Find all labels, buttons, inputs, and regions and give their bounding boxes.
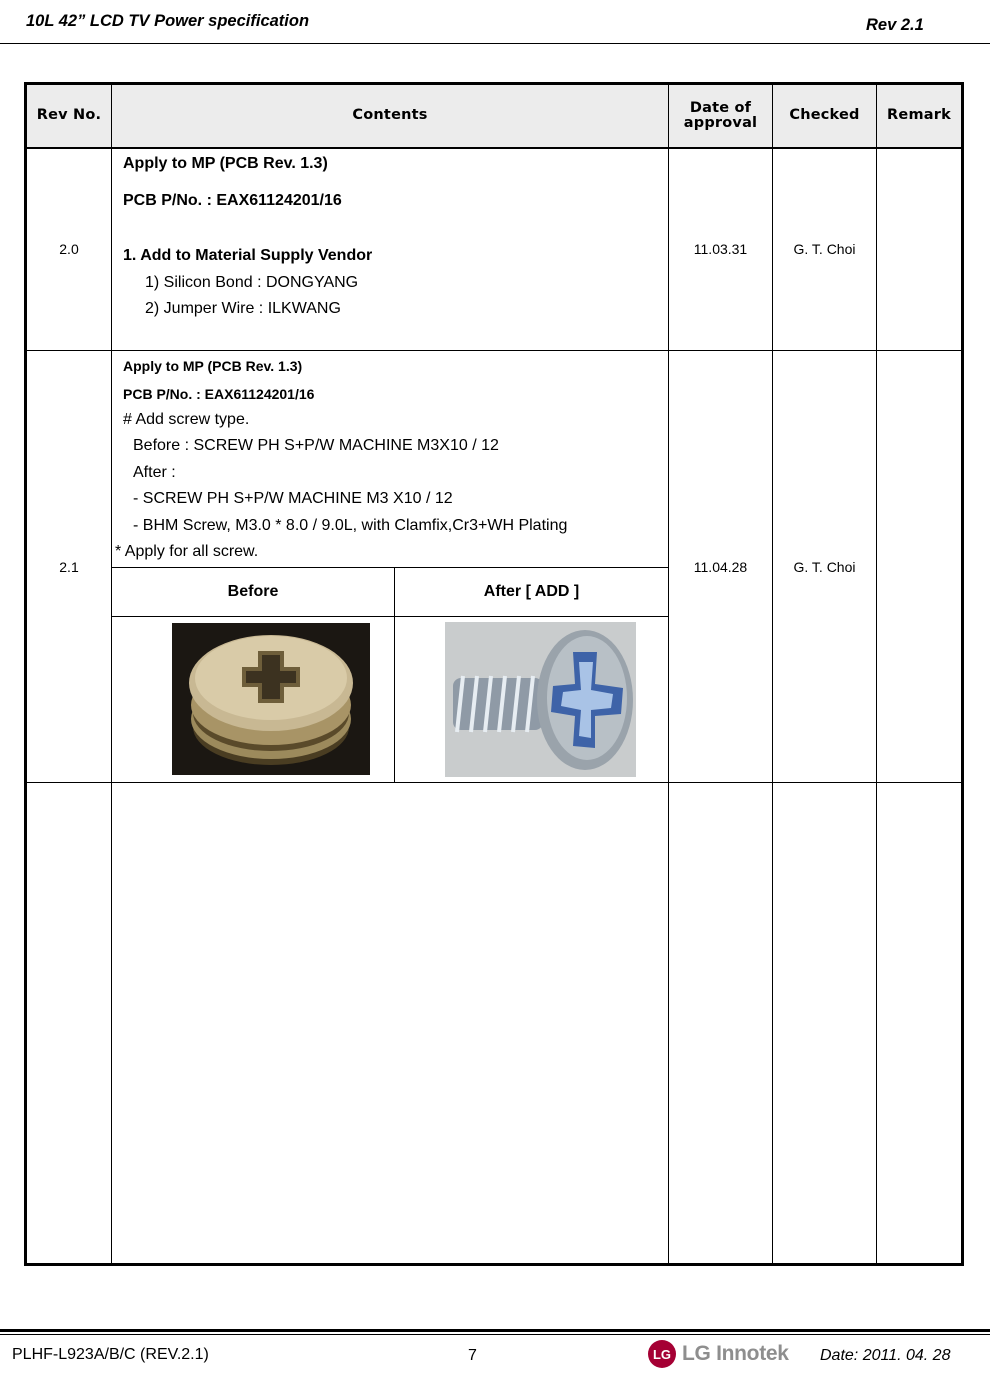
header-date-line2: approval bbox=[683, 115, 758, 131]
header-divider bbox=[0, 43, 990, 44]
column-divider bbox=[111, 85, 112, 1263]
row-content-line: * Apply for all screw. bbox=[115, 543, 259, 560]
subtable-header-before: Before bbox=[227, 583, 279, 600]
header-date-of-approval bbox=[669, 85, 772, 147]
lg-innotek-wordmark: LG Innotek bbox=[682, 1342, 789, 1365]
row-content-line: Apply to MP (PCB Rev. 1.3) bbox=[123, 358, 303, 374]
row-rev-number: 2.1 bbox=[59, 558, 79, 575]
row-content-line: 1) Silicon Bond : DONGYANG bbox=[145, 274, 359, 291]
header-contents: Contents bbox=[352, 107, 428, 124]
lg-logo-icon: LG bbox=[648, 1340, 676, 1368]
header-remark: Remark bbox=[887, 107, 951, 124]
row-rev-number: 2.0 bbox=[59, 241, 79, 257]
footer-divider-thin bbox=[0, 1334, 990, 1335]
row-approval-date: 11.04.28 bbox=[693, 558, 748, 575]
after-screw-photo bbox=[445, 622, 636, 777]
row-content-line: PCB P/No. : EAX61124201/16 bbox=[123, 192, 342, 209]
row-content-line: 1. Add to Material Supply Vendor bbox=[123, 247, 373, 264]
before-screw-photo bbox=[172, 623, 370, 775]
lg-innotek-logo bbox=[648, 1340, 789, 1368]
footer-date: Date: 2011. 04. 28 bbox=[820, 1347, 951, 1364]
row-content-line: - BHM Screw, M3.0 * 8.0 / 9.0L, with Clamfix,Cr3+WH Plating bbox=[133, 517, 568, 534]
document-revision: Rev 2.1 bbox=[866, 16, 924, 34]
row-content-line: Before : SCREW PH S+P/W MACHINE M3X10 / 12 bbox=[133, 437, 499, 454]
row-content-line: # Add screw type. bbox=[123, 411, 250, 428]
footer-divider-thick bbox=[0, 1329, 990, 1332]
row-divider bbox=[27, 782, 961, 783]
row-remark bbox=[877, 148, 961, 350]
header-rev-no: Rev No. bbox=[36, 107, 102, 124]
row-content-line: - SCREW PH S+P/W MACHINE M3 X10 / 12 bbox=[133, 490, 453, 507]
document-title: 10L 42” LCD TV Power specification bbox=[26, 12, 310, 30]
header-checked: Checked bbox=[789, 107, 860, 124]
subtable-header-after: After [ ADD ] bbox=[483, 583, 580, 600]
row-checked-by: G. T. Choi bbox=[793, 558, 856, 575]
row-content-line: 2) Jumper Wire : ILKWANG bbox=[145, 300, 341, 317]
footer-document-number: PLHF-L923A/B/C (REV.2.1) bbox=[12, 1346, 209, 1363]
revision-history-table bbox=[24, 82, 964, 1266]
footer-page-number: 7 bbox=[468, 1347, 477, 1364]
row-content-line: After : bbox=[133, 464, 176, 481]
subtable-header-divider bbox=[112, 616, 668, 617]
row-checked-by: G. T. Choi bbox=[793, 241, 856, 257]
row-remark bbox=[877, 351, 961, 782]
row-approval-date: 11.03.31 bbox=[693, 241, 748, 257]
header-date-line1: Date of bbox=[689, 99, 752, 116]
row-content-line: PCB P/No. : EAX61124201/16 bbox=[123, 386, 315, 402]
row-content-line: Apply to MP (PCB Rev. 1.3) bbox=[123, 155, 328, 172]
